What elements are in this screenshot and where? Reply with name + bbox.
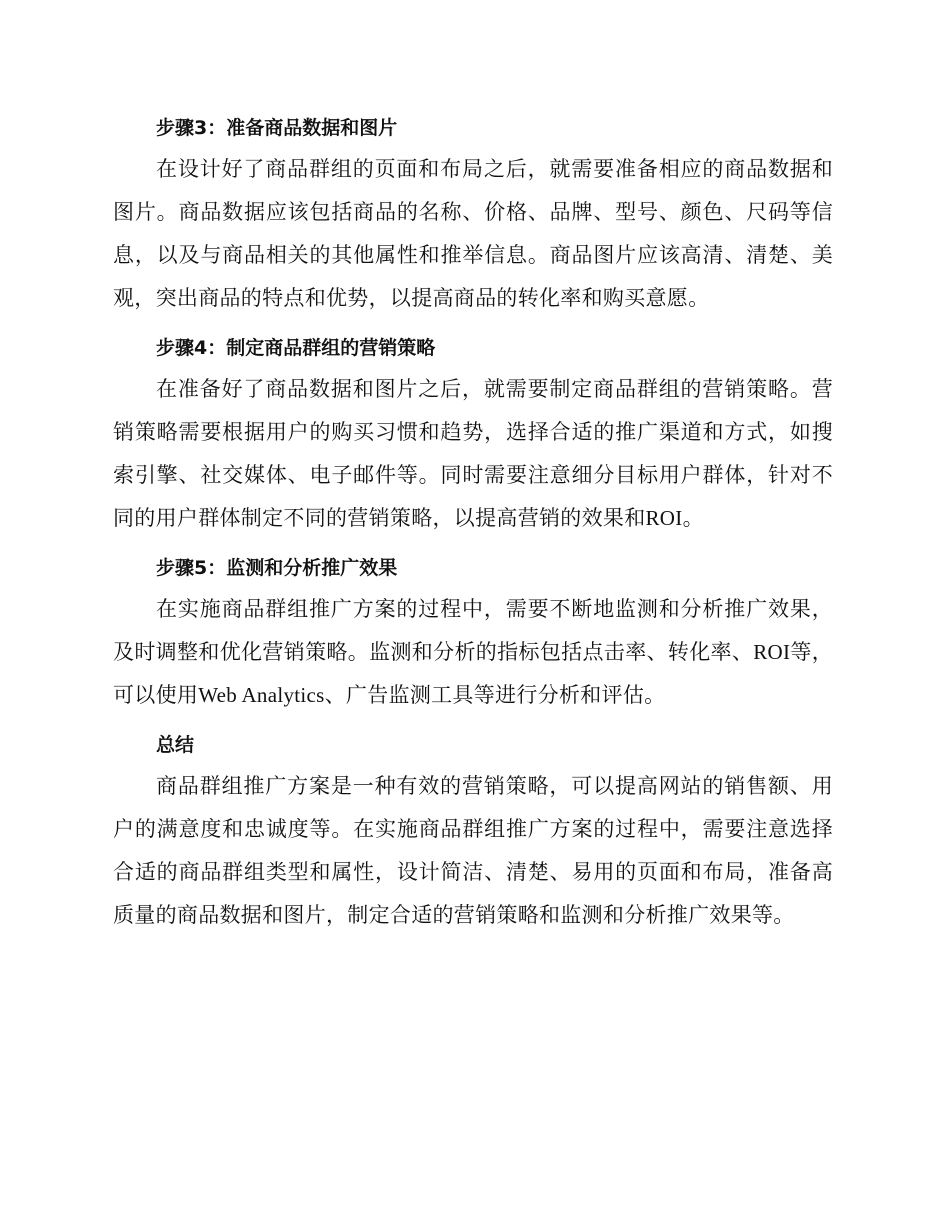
section-paragraph-step-5: 在实施商品群组推广方案的过程中，需要不断地监测和分析推广效果，及时调整和优化营销策略。监测和分析的指标包括点击率、转化率、ROI等，可以使用Web Analytics、广告监测工具等进行分析和评估。 xyxy=(113,597,833,707)
document-body xyxy=(113,108,833,945)
section-heading-step-3: 步骤3：准备商品数据和图片 xyxy=(156,117,398,139)
section-paragraph-step-4: 在准备好了商品数据和图片之后，就需要制定商品群组的营销策略。营销策略需要根据用户的购买习惯和趋势，选择合适的推广渠道和方式，如搜索引擎、社交媒体、电子邮件等。同时需要注意细分目标用户群体，针对不同的用户群体制定不同的营销策略，以提高营销的效果和ROI。 xyxy=(113,377,833,530)
section-heading-step-4: 步骤4：制定商品群组的营销策略 xyxy=(156,337,436,359)
section-paragraph-step-3: 在设计好了商品群组的页面和布局之后，就需要准备相应的商品数据和图片。商品数据应该包括商品的名称、价格、品牌、型号、颜色、尺码等信息，以及与商品相关的其他属性和推举信息。商品图片应该高清、清楚、美观，突出商品的特点和优势，以提高商品的转化率和购买意愿。 xyxy=(113,157,833,310)
section-heading-summary: 总结 xyxy=(156,734,195,756)
section-paragraph-summary: 商品群组推广方案是一种有效的营销策略，可以提高网站的销售额、用户的满意度和忠诚度等。在实施商品群组推广方案的过程中，需要注意选择合适的商品群组类型和属性，设计简洁、清楚、易用的页面和布局，准备高质量的商品数据和图片，制定合适的营销策略和监测和分析推广效果等。 xyxy=(113,774,833,927)
section-heading-step-5: 步骤5：监测和分析推广效果 xyxy=(156,557,398,579)
